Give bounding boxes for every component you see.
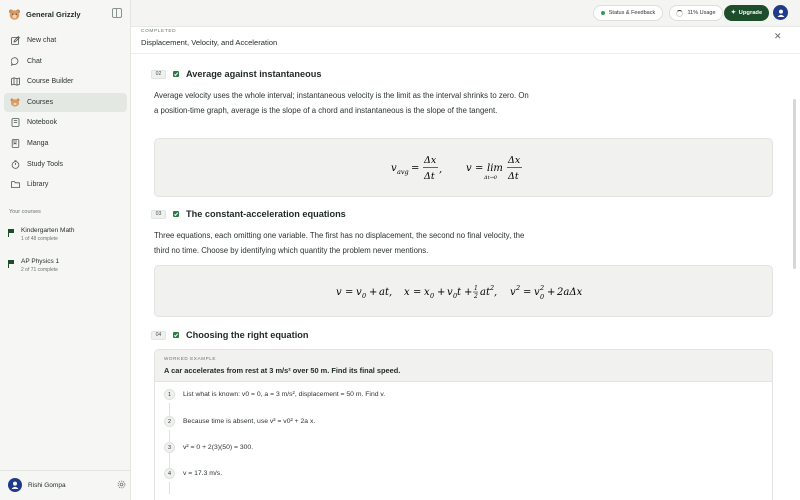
- course-item-kindergarten-math[interactable]: [8, 226, 126, 243]
- usage-button[interactable]: [669, 5, 723, 21]
- sidebar-item-label: New chat: [27, 37, 57, 44]
- sidebar: [0, 0, 131, 500]
- svg-text:v: v: [533, 287, 540, 298]
- svg-text:2: 2: [515, 284, 520, 292]
- course-item-ap-physics-1[interactable]: [8, 257, 126, 274]
- step-number: 1: [164, 389, 175, 400]
- flag-icon: [8, 229, 15, 237]
- section-title: The constant-acceleration equations: [186, 209, 346, 219]
- step-number: 2: [164, 416, 175, 427]
- sidebar-item-label: Course Builder: [27, 78, 74, 86]
- svg-text:2: 2: [489, 284, 494, 292]
- svg-text:2aΔx: 2aΔx: [556, 287, 582, 298]
- completed-badge: COMPLETED: [141, 29, 177, 34]
- lesson-header: [131, 27, 800, 54]
- chat-bubble-icon: [10, 56, 20, 66]
- svg-text:+: +: [546, 287, 555, 298]
- folder-icon: [10, 180, 20, 190]
- svg-text:lim: lim: [486, 162, 503, 174]
- step-connector: [169, 403, 170, 417]
- formula-average-instantaneous: [389, 148, 539, 188]
- step-item: [164, 468, 222, 479]
- user-name: Rishi Gompa: [28, 481, 66, 489]
- section-header: [151, 69, 321, 79]
- sidebar-item-label: Courses: [27, 98, 54, 106]
- svg-text:,: ,: [493, 287, 497, 298]
- sidebar-nav: [4, 31, 127, 196]
- course-title: Kindergarten Math: [21, 227, 75, 234]
- courses-section-label: Your courses: [9, 209, 41, 215]
- svg-text:v: v: [465, 162, 472, 174]
- svg-text:0: 0: [452, 292, 457, 300]
- sidebar-item-label: Notebook: [27, 119, 57, 127]
- step-item: [164, 389, 385, 400]
- svg-text:v: v: [355, 287, 362, 298]
- edit-icon: [10, 36, 20, 46]
- avatar: [8, 478, 22, 492]
- step-item: [164, 442, 253, 453]
- sidebar-item-chat[interactable]: [4, 52, 127, 71]
- lesson-panel: [131, 26, 800, 500]
- section-body: Three equations, each omitting one variable. The first has no displacement, the second no final velocity, the third no time. Choose by identifying which quantity the problem never mentions.: [154, 231, 525, 256]
- svg-text:x: x: [403, 287, 410, 298]
- close-icon[interactable]: ✕: [774, 31, 782, 41]
- course-title: AP Physics 1: [21, 258, 60, 265]
- step-connector: [169, 482, 170, 494]
- section-title: Average against instantaneous: [186, 69, 322, 79]
- step-number: 4: [164, 468, 175, 479]
- svg-text:x: x: [423, 287, 430, 298]
- check-icon: [173, 332, 179, 338]
- formula-kinematics: [334, 276, 594, 306]
- timer-icon: [10, 159, 20, 169]
- svg-text:v: v: [390, 162, 397, 174]
- sidebar-item-label: Chat: [27, 57, 42, 65]
- sidebar-item-manga[interactable]: [4, 134, 127, 153]
- check-icon: [173, 71, 179, 77]
- section-number: 02: [151, 70, 166, 79]
- worked-example-prompt: A car accelerates from rest at 3 m/s² over 50 m. Find its final speed.: [164, 366, 401, 375]
- step-text: v = 17.3 m/s.: [183, 470, 223, 477]
- svg-text:+: +: [368, 287, 377, 298]
- map-icon: [10, 77, 20, 87]
- svg-text:,: ,: [438, 163, 442, 175]
- sidebar-item-study-tools[interactable]: [4, 155, 127, 174]
- bear-icon: [10, 97, 20, 107]
- svg-text:=: =: [522, 287, 531, 298]
- sparkle-icon: ✦: [730, 10, 736, 16]
- upgrade-button[interactable]: [724, 5, 769, 21]
- svg-text:0: 0: [429, 292, 434, 300]
- svg-text:Δt: Δt: [423, 170, 435, 182]
- notebook-icon: [10, 118, 20, 128]
- svg-text:2: 2: [539, 284, 544, 292]
- status-label: Status & Feedback: [608, 10, 656, 16]
- svg-text:t: t: [456, 287, 461, 298]
- section-header: [151, 330, 309, 340]
- sidebar-item-course-builder[interactable]: [4, 72, 127, 91]
- svg-text:Δx: Δx: [507, 154, 520, 166]
- app-name: General Grizzly: [26, 9, 81, 19]
- svg-text:=: =: [412, 287, 421, 298]
- scrollbar[interactable]: [793, 99, 796, 269]
- step-number: 3: [164, 442, 175, 453]
- svg-text:v: v: [335, 287, 342, 298]
- svg-text:at,: at,: [378, 287, 392, 298]
- sidebar-toggle-icon[interactable]: [112, 8, 122, 18]
- section-header: [151, 209, 346, 219]
- usage-label: 11% Usage: [687, 10, 716, 16]
- svg-text:Δt→0: Δt→0: [483, 174, 497, 181]
- svg-text:avg: avg: [396, 167, 409, 176]
- svg-text:at: at: [479, 287, 490, 298]
- sidebar-item-courses[interactable]: [4, 93, 127, 112]
- sidebar-item-label: Library: [27, 181, 49, 189]
- svg-text:+: +: [436, 287, 445, 298]
- worked-example: [154, 349, 773, 500]
- status-feedback-button[interactable]: [593, 5, 663, 21]
- svg-text:Δx: Δx: [423, 154, 436, 166]
- svg-text:=: =: [410, 162, 419, 174]
- worked-example-header: [155, 350, 773, 382]
- svg-text:v: v: [446, 287, 453, 298]
- status-dot-icon: [601, 11, 605, 15]
- bear-logo-icon: [8, 8, 21, 21]
- worked-example-label: WORKED EXAMPLE: [164, 356, 217, 361]
- sidebar-item-label: Manga: [27, 139, 49, 147]
- course-progress: 1 of 48 complete: [21, 236, 58, 242]
- lesson-title: Displacement, Velocity, and Acceleration: [141, 38, 278, 47]
- svg-text:+: +: [463, 287, 472, 298]
- sidebar-item-label: Study Tools: [27, 160, 64, 168]
- section-number: 04: [151, 331, 166, 340]
- svg-text:0: 0: [361, 292, 366, 300]
- user-profile[interactable]: [8, 477, 126, 493]
- flag-icon: [8, 260, 15, 268]
- svg-text:1: 1: [473, 285, 478, 292]
- course-progress: 2 of 71 complete: [21, 267, 58, 273]
- step-item: [164, 416, 315, 427]
- formula-block: [154, 138, 773, 197]
- step-text: v² = 0 + 2(3)(50) = 300.: [183, 444, 254, 451]
- formula-block: [154, 265, 773, 317]
- top-bar: [131, 0, 800, 26]
- brand[interactable]: [8, 6, 81, 22]
- upgrade-label: Upgrade: [738, 10, 763, 16]
- sidebar-item-notebook[interactable]: [4, 113, 127, 132]
- sidebar-item-new-chat[interactable]: [4, 31, 127, 50]
- svg-text:v: v: [509, 287, 516, 298]
- svg-text:=: =: [474, 162, 483, 174]
- sidebar-item-library[interactable]: [4, 175, 127, 194]
- section-body: Average velocity uses the whole interval; instantaneous velocity is the limit as the interval shrinks to zero. On a position-time graph, average is the slope of a chord and instantaneous is the slope of the tangent.: [154, 91, 529, 116]
- avatar[interactable]: [773, 5, 788, 20]
- svg-text:0: 0: [539, 293, 544, 301]
- svg-text:2: 2: [473, 293, 478, 300]
- divider: [0, 470, 131, 471]
- svg-text:Δt: Δt: [507, 170, 519, 182]
- gear-icon[interactable]: [117, 480, 126, 491]
- usage-ring-icon: [676, 10, 683, 17]
- book-icon: [10, 138, 20, 148]
- check-icon: [173, 211, 179, 217]
- svg-text:=: =: [344, 287, 353, 298]
- step-text: List what is known: v0 = 0, a = 3 m/s², displacement = 50 m. Find v.: [183, 391, 386, 398]
- section-number: 03: [151, 210, 166, 219]
- step-text: Because time is absent, use v² = v0² + 2a x.: [183, 418, 316, 425]
- section-title: Choosing the right equation: [186, 330, 309, 340]
